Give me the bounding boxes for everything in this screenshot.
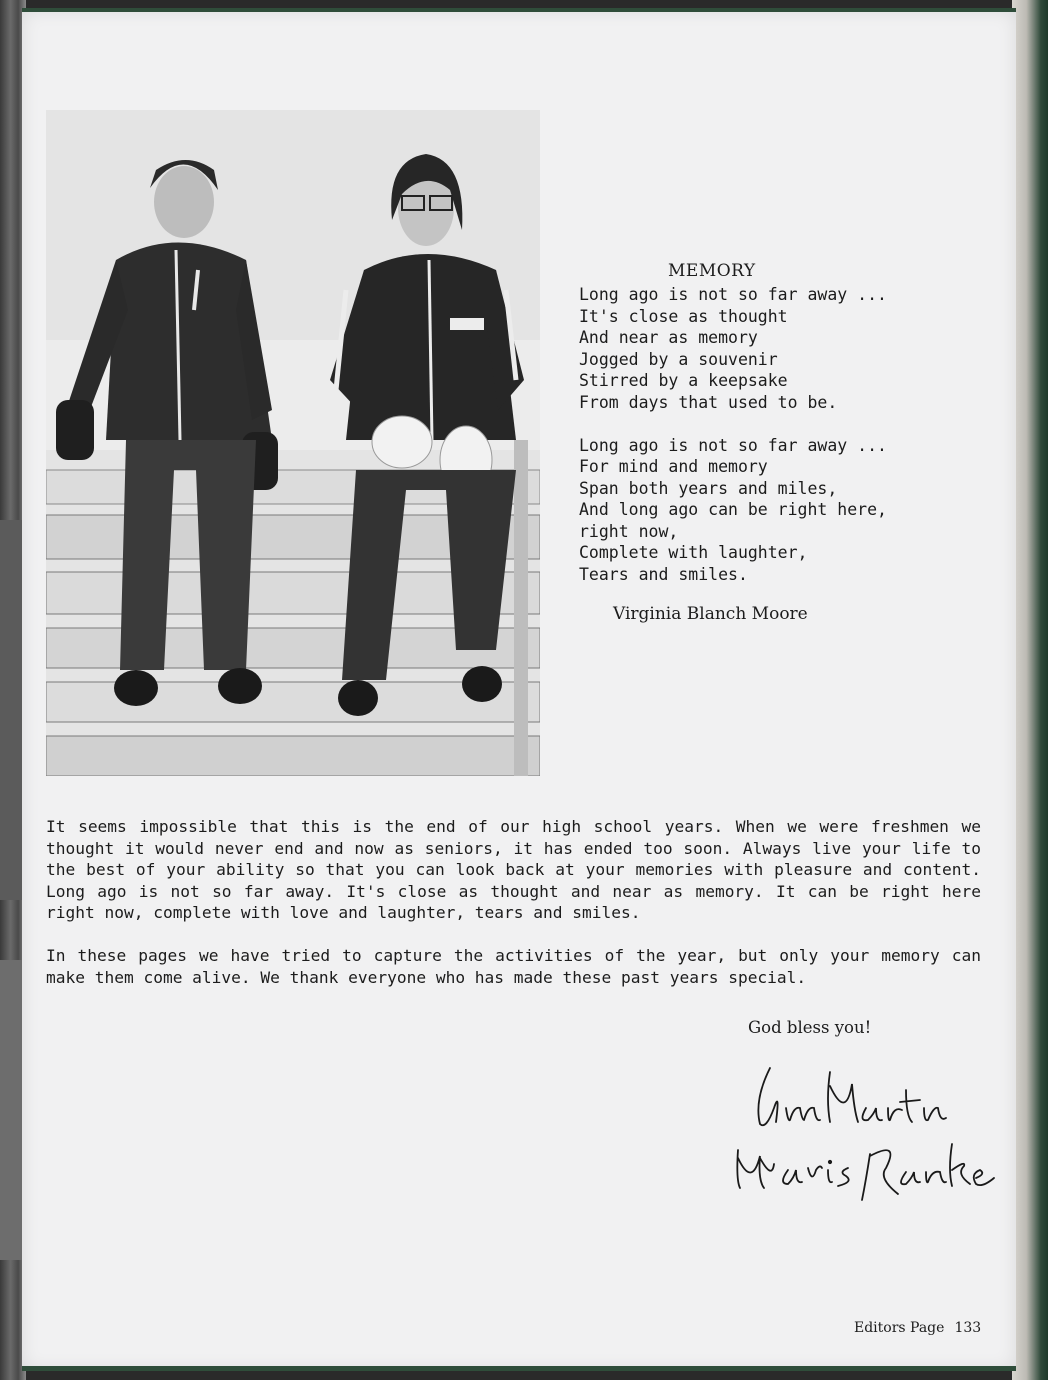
page-number: 133 [954,1320,982,1336]
poem-line: Tears and smiles. [579,564,748,584]
poem [579,284,899,585]
section-name: Editors Page [854,1320,945,1336]
poem-line: Long ago is not so far away ... [579,435,887,455]
letter-paragraph: In these pages we have tried to capture the activities of the year, but only your memory can make them come alive. We thank everyone who has made these past years special. [46,945,981,987]
editors-photo [46,110,540,776]
poem-line: Long ago is not so far away ... [579,285,887,304]
page-bottom-border [22,1366,1016,1371]
poem-author: Virginia Blanch Moore [613,604,808,624]
poem-line: And near as memory [579,328,758,347]
poem-line: And long ago can be right here, [579,500,887,519]
poem-line: For mind and memory [579,457,768,476]
poem-line: Span both years and miles, [579,478,838,498]
poem-line: From days that used to be. [579,392,838,412]
signature-image [730,1060,1000,1210]
letter-paragraph: It seems impossible that this is the end of our high school years. When we were freshmen we thought it would never end and now as seniors, it has ended too soon. Always live your life to the best of your ability so that you can look back at your memories with pleasure and content. Long ago is not so far away. It's close as thought and near as memory. It can be right here right now, complete with love and laughter, tears and smiles. [46,817,981,923]
poem-line: Stirred by a keepsake [579,371,788,390]
book-cover-edge [1012,0,1048,1380]
poem-line: Jogged by a souvenir [579,349,778,369]
poem-line: Complete with laughter, [579,543,808,562]
page-footer [854,1320,981,1336]
closing-line: God bless you! [748,1018,872,1037]
poem-title: MEMORY [668,261,756,281]
poem-line: right now, [579,521,679,541]
adjacent-photo-fragment [0,520,22,900]
handwritten-signatures [730,1060,1000,1210]
adjacent-photo-fragment [0,960,22,1260]
page-top-border [22,8,1016,12]
editors-letter [46,816,981,1009]
poem-line: It's close as thought [579,306,788,326]
students-on-fence-image [46,110,540,776]
poem-stanza-break [579,413,899,435]
